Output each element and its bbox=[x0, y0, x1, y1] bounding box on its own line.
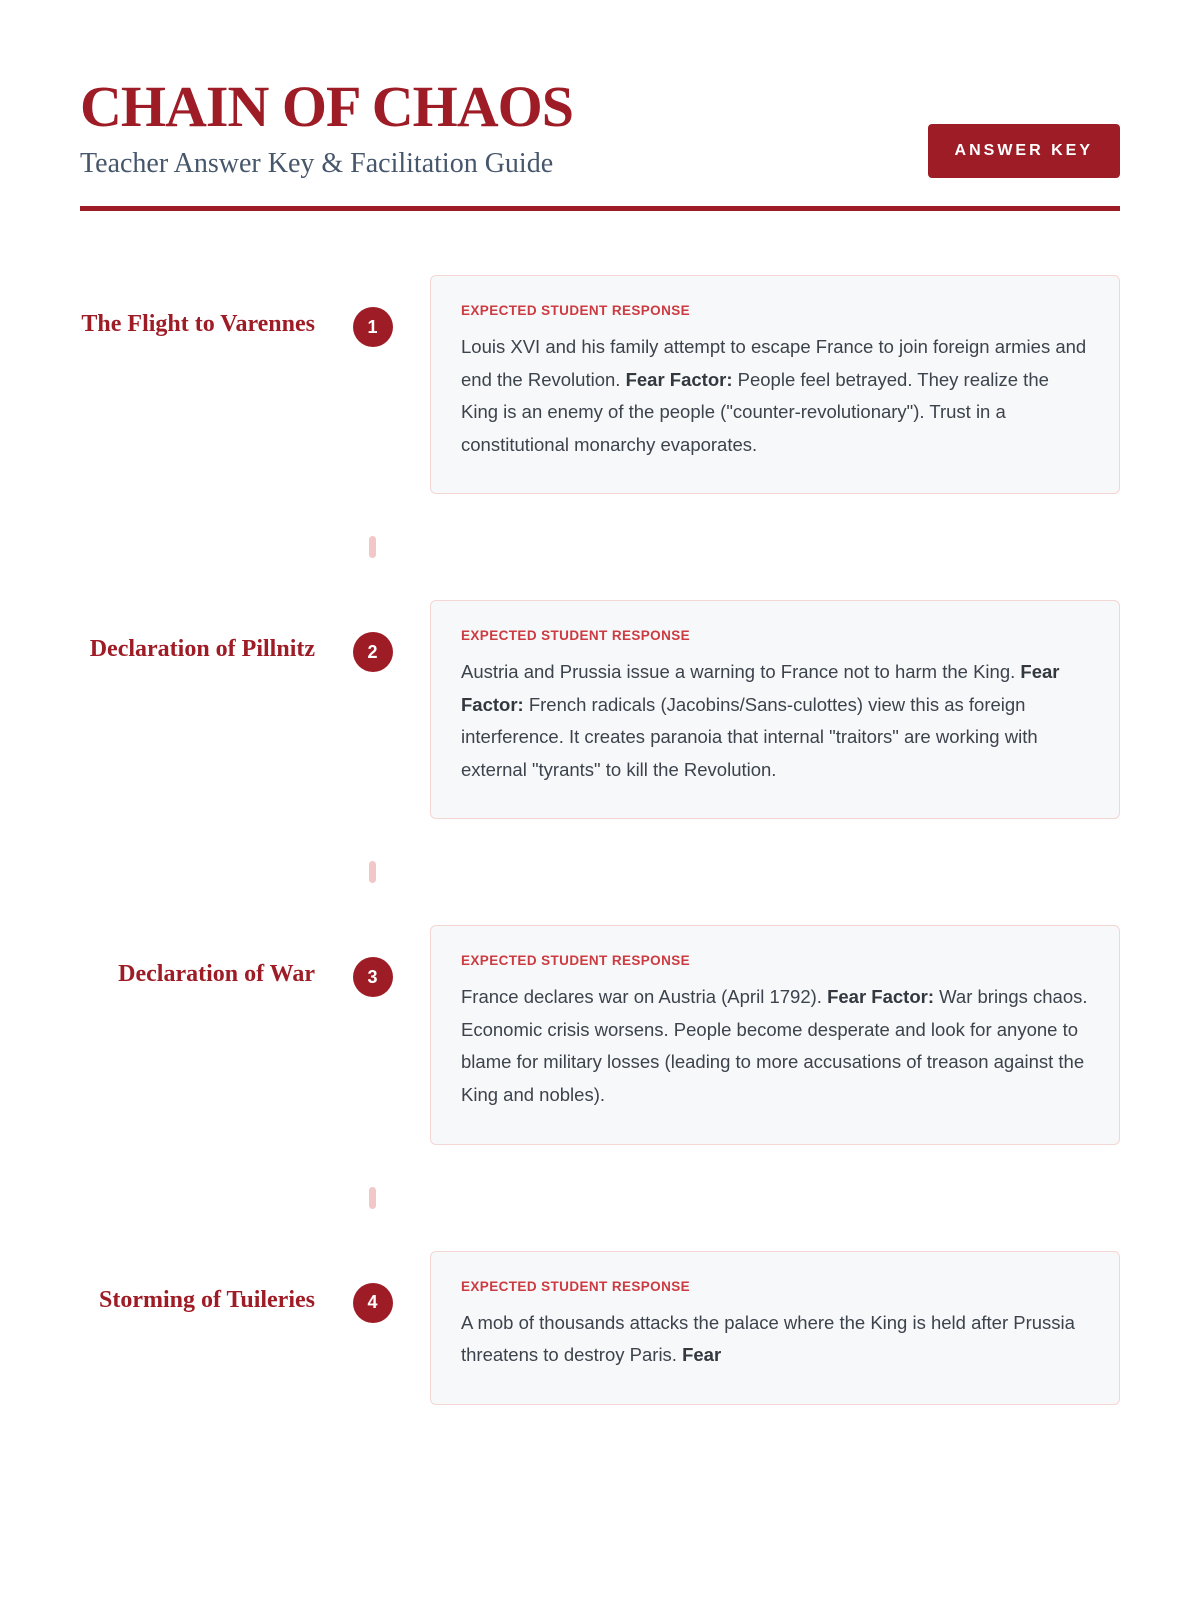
timeline bbox=[80, 275, 1120, 1405]
timeline-connector bbox=[80, 819, 1120, 925]
response-text-segment: Louis XVI and his family attempt to escape France to join foreign armies and end the Revolution. bbox=[461, 336, 1087, 390]
connector-dash bbox=[369, 536, 376, 558]
event-number: 3 bbox=[367, 966, 378, 987]
header-text-block bbox=[80, 74, 573, 180]
timeline-event-2 bbox=[80, 600, 1120, 819]
event-number: 1 bbox=[367, 316, 378, 337]
timeline-connector bbox=[80, 1145, 1120, 1251]
response-card bbox=[430, 1251, 1120, 1405]
timeline-event-4 bbox=[80, 1251, 1120, 1405]
response-text-segment: French radicals (Jacobins/Sans-culottes) view this as foreign interference. It creates paranoia that internal "traitors" are working with external "tyrants" to kill the Revolution. bbox=[461, 693, 1038, 780]
response-card bbox=[430, 925, 1120, 1144]
event-marker-column bbox=[315, 275, 430, 494]
response-text-segment: France declares war on Austria (April 1792). bbox=[461, 986, 828, 1008]
page-title: CHAIN OF CHAOS bbox=[80, 74, 573, 139]
response-text bbox=[461, 1307, 1089, 1372]
timeline-event-1 bbox=[80, 275, 1120, 494]
response-text bbox=[461, 331, 1089, 461]
response-text-bold: Fear Factor: bbox=[827, 986, 934, 1008]
connector-dash bbox=[369, 1187, 376, 1209]
answer-key-badge: ANSWER KEY bbox=[928, 124, 1120, 178]
page-header bbox=[80, 74, 1120, 180]
response-card-label: EXPECTED STUDENT RESPONSE bbox=[461, 953, 691, 969]
response-card bbox=[430, 275, 1120, 494]
timeline-event-3 bbox=[80, 925, 1120, 1144]
header-divider bbox=[80, 206, 1120, 211]
response-text bbox=[461, 656, 1089, 786]
response-card-label: EXPECTED STUDENT RESPONSE bbox=[461, 628, 691, 644]
response-text-bold: Fear Factor: bbox=[461, 661, 1060, 715]
response-text-bold: Fear bbox=[682, 1344, 722, 1366]
event-number-marker bbox=[353, 957, 393, 997]
event-number: 4 bbox=[367, 1292, 378, 1313]
response-card-label: EXPECTED STUDENT RESPONSE bbox=[461, 1278, 691, 1294]
timeline-connector bbox=[80, 494, 1120, 600]
event-title: Declaration of Pillnitz bbox=[89, 636, 315, 663]
response-text-segment: A mob of thousands attacks the palace where the King is held after Prussia threatens to destroy Paris. bbox=[461, 1311, 1075, 1366]
response-text-segment: Austria and Prussia issue a warning to France not to harm the King. bbox=[461, 661, 1021, 683]
event-title: Storming of Tuileries bbox=[98, 1286, 315, 1313]
event-title: Declaration of War bbox=[118, 961, 315, 988]
response-card bbox=[430, 600, 1120, 819]
response-text bbox=[461, 981, 1089, 1111]
response-text-segment: People feel betrayed. They realize the King is an enemy of the people ("counter-revolutionary"). Trust in a constitutional monarchy evaporates. bbox=[461, 368, 1049, 455]
event-title: The Flight to Varennes bbox=[81, 311, 315, 337]
event-number-marker bbox=[353, 1283, 393, 1323]
event-number-marker bbox=[353, 307, 393, 347]
event-number-marker bbox=[353, 632, 393, 672]
response-text-segment: War brings chaos. Economic crisis worsens. People become desperate and look for anyone to blame for military losses (leading to more accusations of treason against the King and nobles). bbox=[461, 986, 1088, 1106]
response-card-label: EXPECTED STUDENT RESPONSE bbox=[461, 303, 691, 318]
event-marker-column bbox=[315, 600, 430, 819]
connector-dash bbox=[369, 861, 376, 883]
event-marker-column bbox=[315, 925, 430, 1144]
event-marker-column bbox=[315, 1251, 430, 1405]
response-text-bold: Fear Factor: bbox=[625, 368, 733, 390]
event-number: 2 bbox=[367, 641, 378, 662]
page-subtitle: Teacher Answer Key & Facilitation Guide bbox=[80, 148, 554, 179]
